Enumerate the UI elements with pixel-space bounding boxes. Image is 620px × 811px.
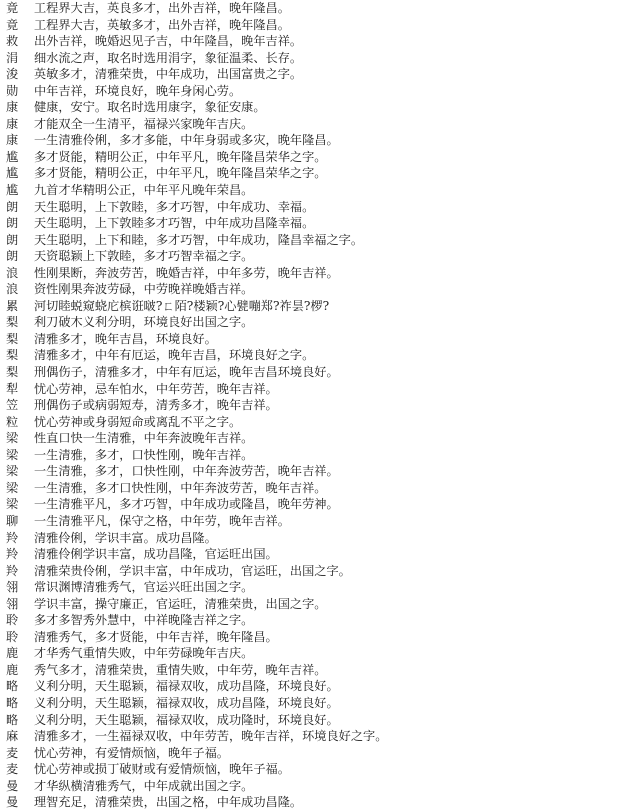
entry-description: 资性刚果奔波劳碌，中劳晚祥晚婚吉祥。 xyxy=(34,282,254,297)
entry-row xyxy=(0,281,620,298)
entry-description: 天生聪明，上下和睦，多才巧智，中年成功，隆昌幸福之字。 xyxy=(34,232,364,247)
entry-character: 羚 xyxy=(6,547,19,562)
entry-character: 康 xyxy=(6,133,19,148)
entry-row xyxy=(0,149,620,166)
entry-description: 清雅伶俐，学识丰富。成功昌隆。 xyxy=(34,530,217,545)
entry-row xyxy=(0,298,620,315)
entry-row xyxy=(0,695,620,712)
entry-description: 理智充足，清雅荣贵，出国之格，中年成功昌隆。 xyxy=(34,795,303,810)
entry-character: 翎 xyxy=(6,596,19,611)
entry-description: 性直口快一生清雅，中年奔波晚年吉祥。 xyxy=(34,431,254,446)
entry-character: 翎 xyxy=(6,580,19,595)
entry-character: 曼 xyxy=(6,795,19,810)
entry-row xyxy=(0,463,620,480)
entry-character: 聆 xyxy=(6,613,19,628)
entry-character: 竟 xyxy=(6,1,19,15)
entry-description: 英敏多才，清雅荣贵，中年成功，出国富贵之字。 xyxy=(34,67,303,82)
entry-character: 浚 xyxy=(6,67,19,82)
entry-row xyxy=(0,645,620,662)
entry-description: 天生聪明，上下敦睦，多才巧智，中年成功、幸福。 xyxy=(34,199,315,214)
entry-row xyxy=(0,530,620,547)
entry-character: 浪 xyxy=(6,265,19,280)
entry-character: 朗 xyxy=(6,216,19,231)
entry-character: 梨 xyxy=(6,348,19,363)
entry-description: 九首才华精明公正，中年平凡晚年荣昌。 xyxy=(34,183,254,198)
entry-description: 中年吉祥，环境良好，晚年身闲心劳。 xyxy=(34,83,242,98)
entry-character: 略 xyxy=(6,679,19,694)
entry-row xyxy=(0,99,620,116)
entry-description: 秀气多才，清雅荣贵，重情失败，中年劳，晚年吉祥。 xyxy=(34,662,327,677)
entry-character: 康 xyxy=(6,100,19,115)
entry-character: 累 xyxy=(6,298,19,313)
entry-character: 尴 xyxy=(6,149,19,164)
entry-row xyxy=(0,563,620,580)
entry-description: 清雅秀气，多才贤能，中年吉祥，晚年隆昌。 xyxy=(34,629,278,644)
entry-character: 笠 xyxy=(6,398,19,413)
entry-row xyxy=(0,83,620,100)
entry-row xyxy=(0,397,620,414)
entry-character: 朗 xyxy=(6,232,19,247)
entry-character: 尴 xyxy=(6,183,19,198)
entry-character: 梁 xyxy=(6,464,19,479)
entry-row xyxy=(0,66,620,83)
entry-character: 略 xyxy=(6,712,19,727)
entry-character: 浪 xyxy=(6,282,19,297)
entry-character: 梨 xyxy=(6,315,19,330)
entry-row xyxy=(0,546,620,563)
entry-character: 粒 xyxy=(6,414,19,429)
entry-description: 细水流之声，取名时选用涓字，象征温柔、长存。 xyxy=(34,50,303,65)
entry-row xyxy=(0,33,620,50)
entry-row xyxy=(0,116,620,133)
entry-row xyxy=(0,0,620,17)
entry-description: 清雅荣贵伶俐，学识丰富，中年成功，官运旺，出国之字。 xyxy=(34,563,351,578)
entry-description: 刑偶伤子或病弱短寿，清秀多才，晚年吉祥。 xyxy=(34,398,278,413)
entry-character: 梁 xyxy=(6,480,19,495)
entry-description: 性刚果断，奔波劳苦，晚婚吉祥，中年多劳，晚年吉祥。 xyxy=(34,265,339,280)
entry-row xyxy=(0,728,620,745)
entry-character: 麻 xyxy=(6,729,19,744)
entry-description: 多才贤能，精明公正，中年平凡，晚年隆昌荣华之字。 xyxy=(34,149,327,164)
entry-description: 义利分明，天生聪颖，福禄双收，成功隆时，环境良好。 xyxy=(34,712,339,727)
entry-description: 忧心劳神，忌车怕水，中年劳苦，晚年吉祥。 xyxy=(34,381,278,396)
entry-row xyxy=(0,364,620,381)
entry-character: 鹿 xyxy=(6,646,19,661)
entry-description: 天生聪明，上下敦睦多才巧智，中年成功昌隆幸福。 xyxy=(34,216,315,231)
entry-description: 才华秀气重情失败，中年劳碌晚年吉庆。 xyxy=(34,646,254,661)
entry-character: 梨 xyxy=(6,331,19,346)
entry-character: 梁 xyxy=(6,431,19,446)
entry-description: 一生清雅，多才口快性刚，中年奔波劳苦，晚年吉祥。 xyxy=(34,480,327,495)
entry-row xyxy=(0,430,620,447)
entry-description: 清雅多才，一生福禄双收，中年劳苦，晚年吉祥，环境良好之字。 xyxy=(34,729,388,744)
entry-row xyxy=(0,347,620,364)
entry-description: 多才贤能，精明公正，中年平凡，晚年隆昌荣华之字。 xyxy=(34,166,327,181)
entry-description: 忧心劳神或损丁破财或有爱情烦恼，晚年子福。 xyxy=(34,762,290,777)
entry-row xyxy=(0,381,620,398)
entry-description: 一生清雅伶俐，多才多能，中年身弱或多灾，晚年隆昌。 xyxy=(34,133,339,148)
entry-description: 清雅伶俐学识丰富，成功昌隆，官运旺出国。 xyxy=(34,547,278,562)
entry-row xyxy=(0,480,620,497)
entry-row xyxy=(0,17,620,34)
entry-row xyxy=(0,199,620,216)
entry-character: 曼 xyxy=(6,778,19,793)
entry-description: 忧心劳神，有爱情烦恼，晚年子福。 xyxy=(34,745,229,760)
entry-character: 麦 xyxy=(6,762,19,777)
entry-description: 一生清雅，多才，口快性刚，晚年吉祥。 xyxy=(34,447,254,462)
entry-description: 多才多智秀外慧中，中祥晚隆吉祥之字。 xyxy=(34,613,254,628)
entry-description: 忧心劳神或身弱短命或离乱不平之字。 xyxy=(34,414,242,429)
entry-row xyxy=(0,778,620,795)
entry-description: 健康，安宁。取名时选用康字，象征安康。 xyxy=(34,100,266,115)
entry-character: 略 xyxy=(6,695,19,710)
entry-description: 义利分明，天生聪颖，福禄双收，成功昌隆，环境良好。 xyxy=(34,679,339,694)
entry-character: 尴 xyxy=(6,166,19,181)
entry-description: 天资聪颖上下敦睦，多才巧智幸福之字。 xyxy=(34,249,254,264)
entry-description: 出外吉祥，晚婚迟见子吉，中年隆昌，晚年吉祥。 xyxy=(34,34,303,49)
entry-description: 一生清雅平凡，多才巧智，中年成功或隆昌，晚年劳神。 xyxy=(34,497,339,512)
entry-character: 犁 xyxy=(6,381,19,396)
entry-row xyxy=(0,745,620,762)
entry-row xyxy=(0,596,620,613)
entry-description: 清雅多才，晚年吉昌，环境良好。 xyxy=(34,331,217,346)
entry-row xyxy=(0,579,620,596)
entry-character: 竟 xyxy=(6,17,19,32)
entry-row xyxy=(0,215,620,232)
entry-description: 工程界大吉，英良多才，出外吉祥，晚年隆昌。 xyxy=(34,1,290,15)
entry-description: 义利分明，天生聪颖，福禄双收，成功昌隆，环境良好。 xyxy=(34,695,339,710)
entry-row xyxy=(0,513,620,530)
entry-character: 梨 xyxy=(6,365,19,380)
entry-row xyxy=(0,50,620,67)
entry-row xyxy=(0,496,620,513)
entry-row xyxy=(0,331,620,348)
entry-description: 清雅多才，中年有厄运，晚年吉昌，环境良好之字。 xyxy=(34,348,315,363)
entry-description: 学识丰富，操守廉正，官运旺，清雅荣贵，出国之字。 xyxy=(34,596,327,611)
entry-description: 河切睦蜕窥蛲庀槟诳啵?ㄈ陌?楼颖?心甓嘣郑?祚昙?椤? xyxy=(34,298,330,313)
entry-character: 麦 xyxy=(6,745,19,760)
entry-description: 才能双全一生清平，福禄兴家晚年吉庆。 xyxy=(34,116,254,131)
entry-character: 梁 xyxy=(6,447,19,462)
entry-row xyxy=(0,314,620,331)
entry-row xyxy=(0,629,620,646)
entry-character: 聆 xyxy=(6,629,19,644)
entry-description: 才华纵横清雅秀气，中年成就出国之字。 xyxy=(34,778,254,793)
entry-character: 羚 xyxy=(6,563,19,578)
entry-description: 常识渊博清雅秀气，官运兴旺出国之字。 xyxy=(34,580,254,595)
entry-row xyxy=(0,232,620,249)
entry-character: 涓 xyxy=(6,50,19,65)
entry-character: 救 xyxy=(6,34,19,49)
entry-description: 刑偶伤子，清雅多才，中年有厄运，晚年吉昌环境良好。 xyxy=(34,365,339,380)
entry-character: 朗 xyxy=(6,199,19,214)
entry-character: 鹿 xyxy=(6,662,19,677)
entry-row xyxy=(0,794,620,811)
entry-row xyxy=(0,414,620,431)
entry-row xyxy=(0,182,620,199)
entry-character: 羚 xyxy=(6,530,19,545)
entry-description: 一生清雅，多才，口快性刚，中年奔波劳苦，晚年吉祥。 xyxy=(34,464,339,479)
entry-character: 朗 xyxy=(6,249,19,264)
entry-row xyxy=(0,662,620,679)
entry-row xyxy=(0,265,620,282)
entry-row xyxy=(0,761,620,778)
entry-description: 利刀破木义利分明，环境良好出国之字。 xyxy=(34,315,254,330)
entry-row xyxy=(0,447,620,464)
entry-row xyxy=(0,712,620,729)
entry-row xyxy=(0,248,620,265)
entry-description: 一生清雅平凡，保守之格，中年劳，晚年吉祥。 xyxy=(34,513,290,528)
entry-row xyxy=(0,612,620,629)
entry-description: 工程界大吉，英敏多才，出外吉祥，晚年隆昌。 xyxy=(34,17,290,32)
entry-character: 梁 xyxy=(6,497,19,512)
entry-row xyxy=(0,132,620,149)
entry-row xyxy=(0,678,620,695)
entry-character: 勋 xyxy=(6,83,19,98)
entry-row xyxy=(0,165,620,182)
entry-character: 聊 xyxy=(6,513,19,528)
entry-character: 康 xyxy=(6,116,19,131)
